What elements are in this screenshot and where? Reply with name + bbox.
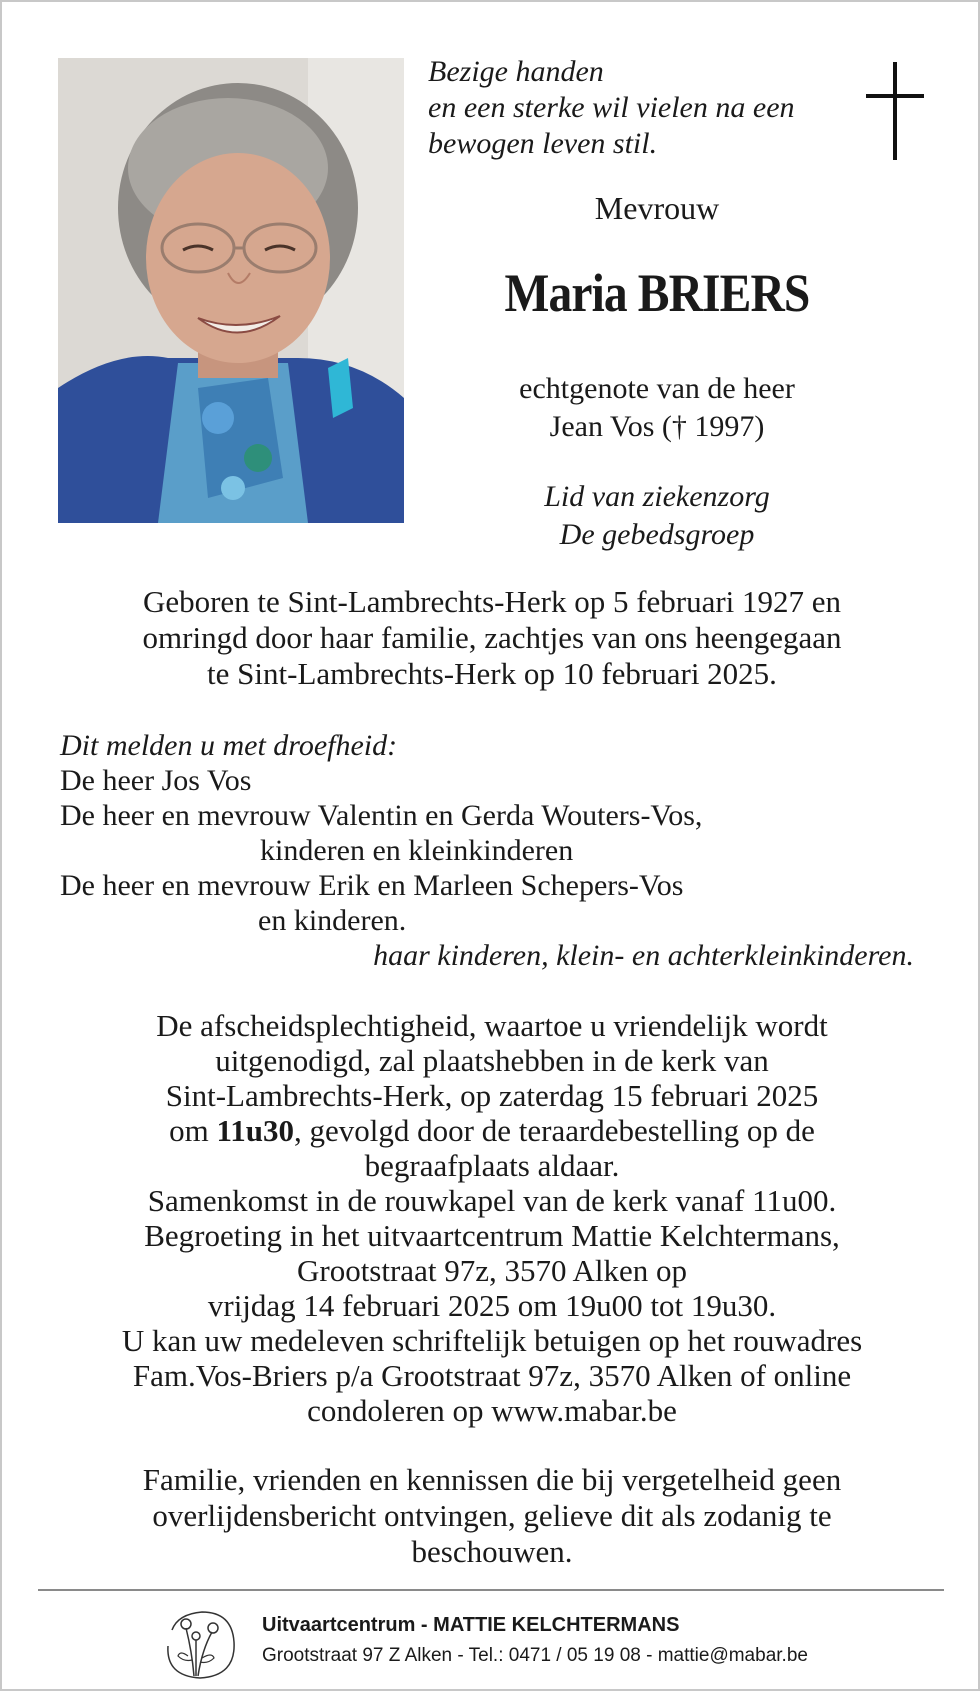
- membership-info: [442, 478, 872, 554]
- family-closing: haar kinderen, klein- en achterkleinkinderen.: [373, 939, 914, 972]
- family-list: [60, 728, 940, 973]
- paragraph-line: U kan uw medeleven schriftelijk betuigen op het rouwadres: [121, 1323, 863, 1358]
- family-member: De heer en mevrouw Valentin en Gerda Wouters-Vos,: [60, 799, 703, 832]
- poem: [428, 54, 848, 162]
- family-member-detail: kinderen en kleinkinderen: [260, 834, 574, 867]
- paragraph-line: te Sint-Lambrechts-Herk op 10 februari 2025.: [207, 656, 777, 691]
- footer-divider: [38, 1589, 944, 1591]
- paragraph-line: condoleren op www.mabar.be: [307, 1393, 677, 1428]
- family-member: De heer en mevrouw Erik en Marleen Schepers-Vos: [60, 869, 684, 902]
- paragraph-line: De afscheidsplechtigheid, waartoe u vriendelijk wordt: [156, 1008, 828, 1043]
- paragraph-line: Fam.Vos-Briers p/a Grootstraat 97z, 3570 Alken of online: [132, 1358, 852, 1393]
- paragraph-line: beschouwen.: [411, 1534, 573, 1569]
- paragraph-line: Grootstraat 97z, 3570 Alken op: [296, 1253, 687, 1288]
- membership-line: Lid van ziekenzorg: [544, 480, 770, 513]
- family-member-detail: en kinderen.: [258, 904, 407, 937]
- paragraph-line: [42, 1113, 942, 1148]
- flower-logo-icon: [158, 1606, 242, 1680]
- paragraph-line: Geboren te Sint-Lambrechts-Herk op 5 februari 1927 en: [142, 584, 842, 619]
- paragraph-line: omringd door haar familie, zachtjes van ons heengegaan: [142, 620, 842, 655]
- paragraph-line: begraafplaats aldaar.: [364, 1148, 620, 1183]
- paragraph-line: uitgenodigd, zal plaatshebben in de kerk van: [215, 1043, 769, 1078]
- cross-icon: [862, 62, 924, 162]
- paragraph-line: overlijdensbericht ontvingen, gelieve dit als zodanig te: [152, 1498, 832, 1533]
- paragraph-line: Begroeting in het uitvaartcentrum Mattie Kelchtermans,: [144, 1218, 840, 1253]
- poem-line: Bezige handen: [428, 55, 604, 88]
- ceremony-paragraph: [42, 1008, 942, 1428]
- paragraph-line: vrijdag 14 februari 2025 om 19u00 tot 19u30.: [207, 1288, 777, 1323]
- funeral-home-name: Uitvaartcentrum - MATTIE KELCHTERMANS: [262, 1614, 680, 1636]
- text: om: [169, 1113, 217, 1148]
- portrait-photo: [58, 58, 404, 523]
- paragraph-line: Samenkomst in de rouwkapel van de kerk vanaf 11u00.: [147, 1183, 837, 1218]
- spouse-info: [442, 370, 872, 446]
- ceremony-time: 11u30: [216, 1113, 295, 1148]
- text: , gevolgd door de teraardebestelling op de: [294, 1113, 815, 1148]
- family-member: De heer Jos Vos: [60, 764, 252, 797]
- spouse-line: echtgenote van de heer: [519, 372, 795, 405]
- poem-line: bewogen leven stil.: [428, 127, 658, 160]
- paragraph-line: Familie, vrienden en kennissen die bij vergetelheid geen: [142, 1462, 842, 1497]
- funeral-home-address: Grootstraat 97 Z Alken - Tel.: 0471 / 05 19 08 - mattie@mabar.be: [262, 1645, 808, 1666]
- membership-line: De gebedsgroep: [559, 518, 755, 551]
- spouse-line: Jean Vos († 1997): [549, 410, 765, 443]
- deceased-name: Maria BRIERS: [504, 263, 810, 323]
- family-intro: Dit melden u met droefheid:: [60, 729, 398, 762]
- birth-death-paragraph: [42, 584, 942, 692]
- honorific: Mevrouw: [594, 190, 720, 226]
- closing-paragraph: [42, 1462, 942, 1570]
- poem-line: en een sterke wil vielen na een: [428, 91, 795, 124]
- paragraph-line: Sint-Lambrechts-Herk, op zaterdag 15 februari 2025: [165, 1078, 819, 1113]
